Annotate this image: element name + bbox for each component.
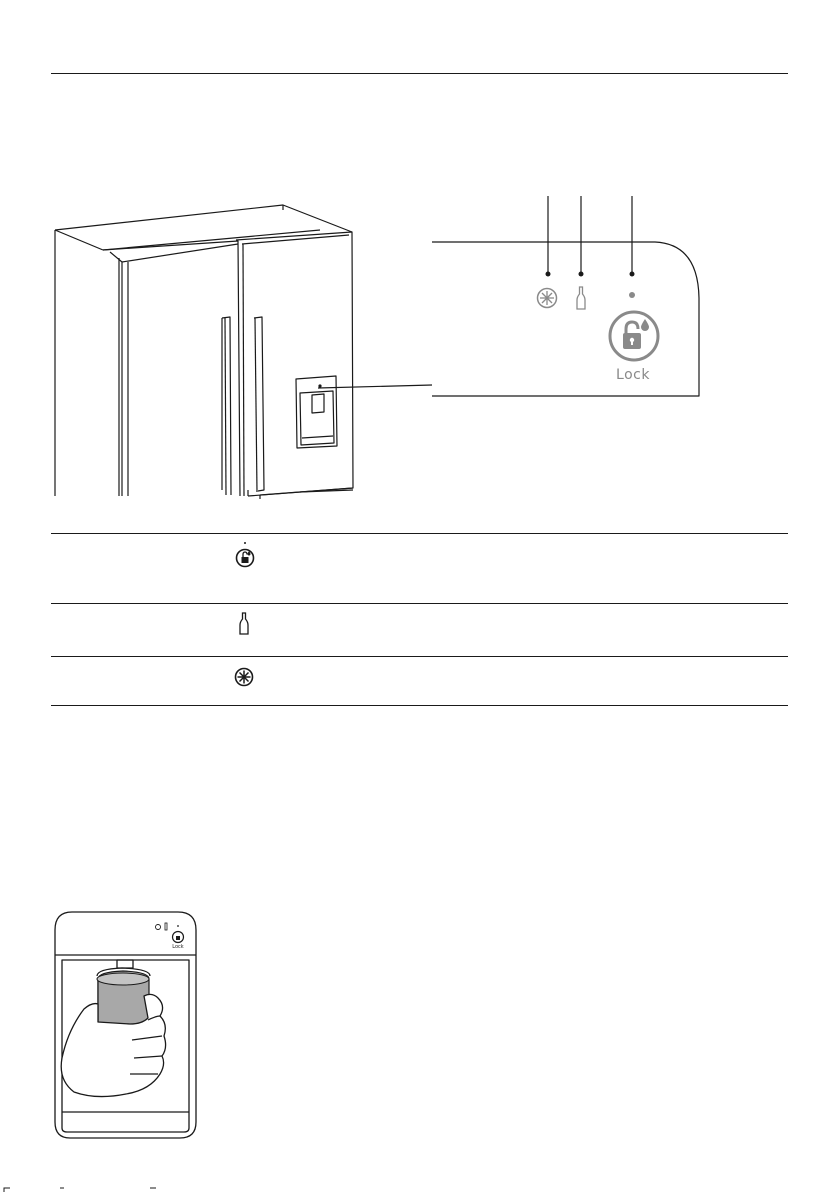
lock-label: Lock bbox=[616, 367, 650, 383]
dispenser-lock-label: Lock bbox=[172, 944, 184, 950]
page-bottom-marks bbox=[0, 1186, 840, 1192]
